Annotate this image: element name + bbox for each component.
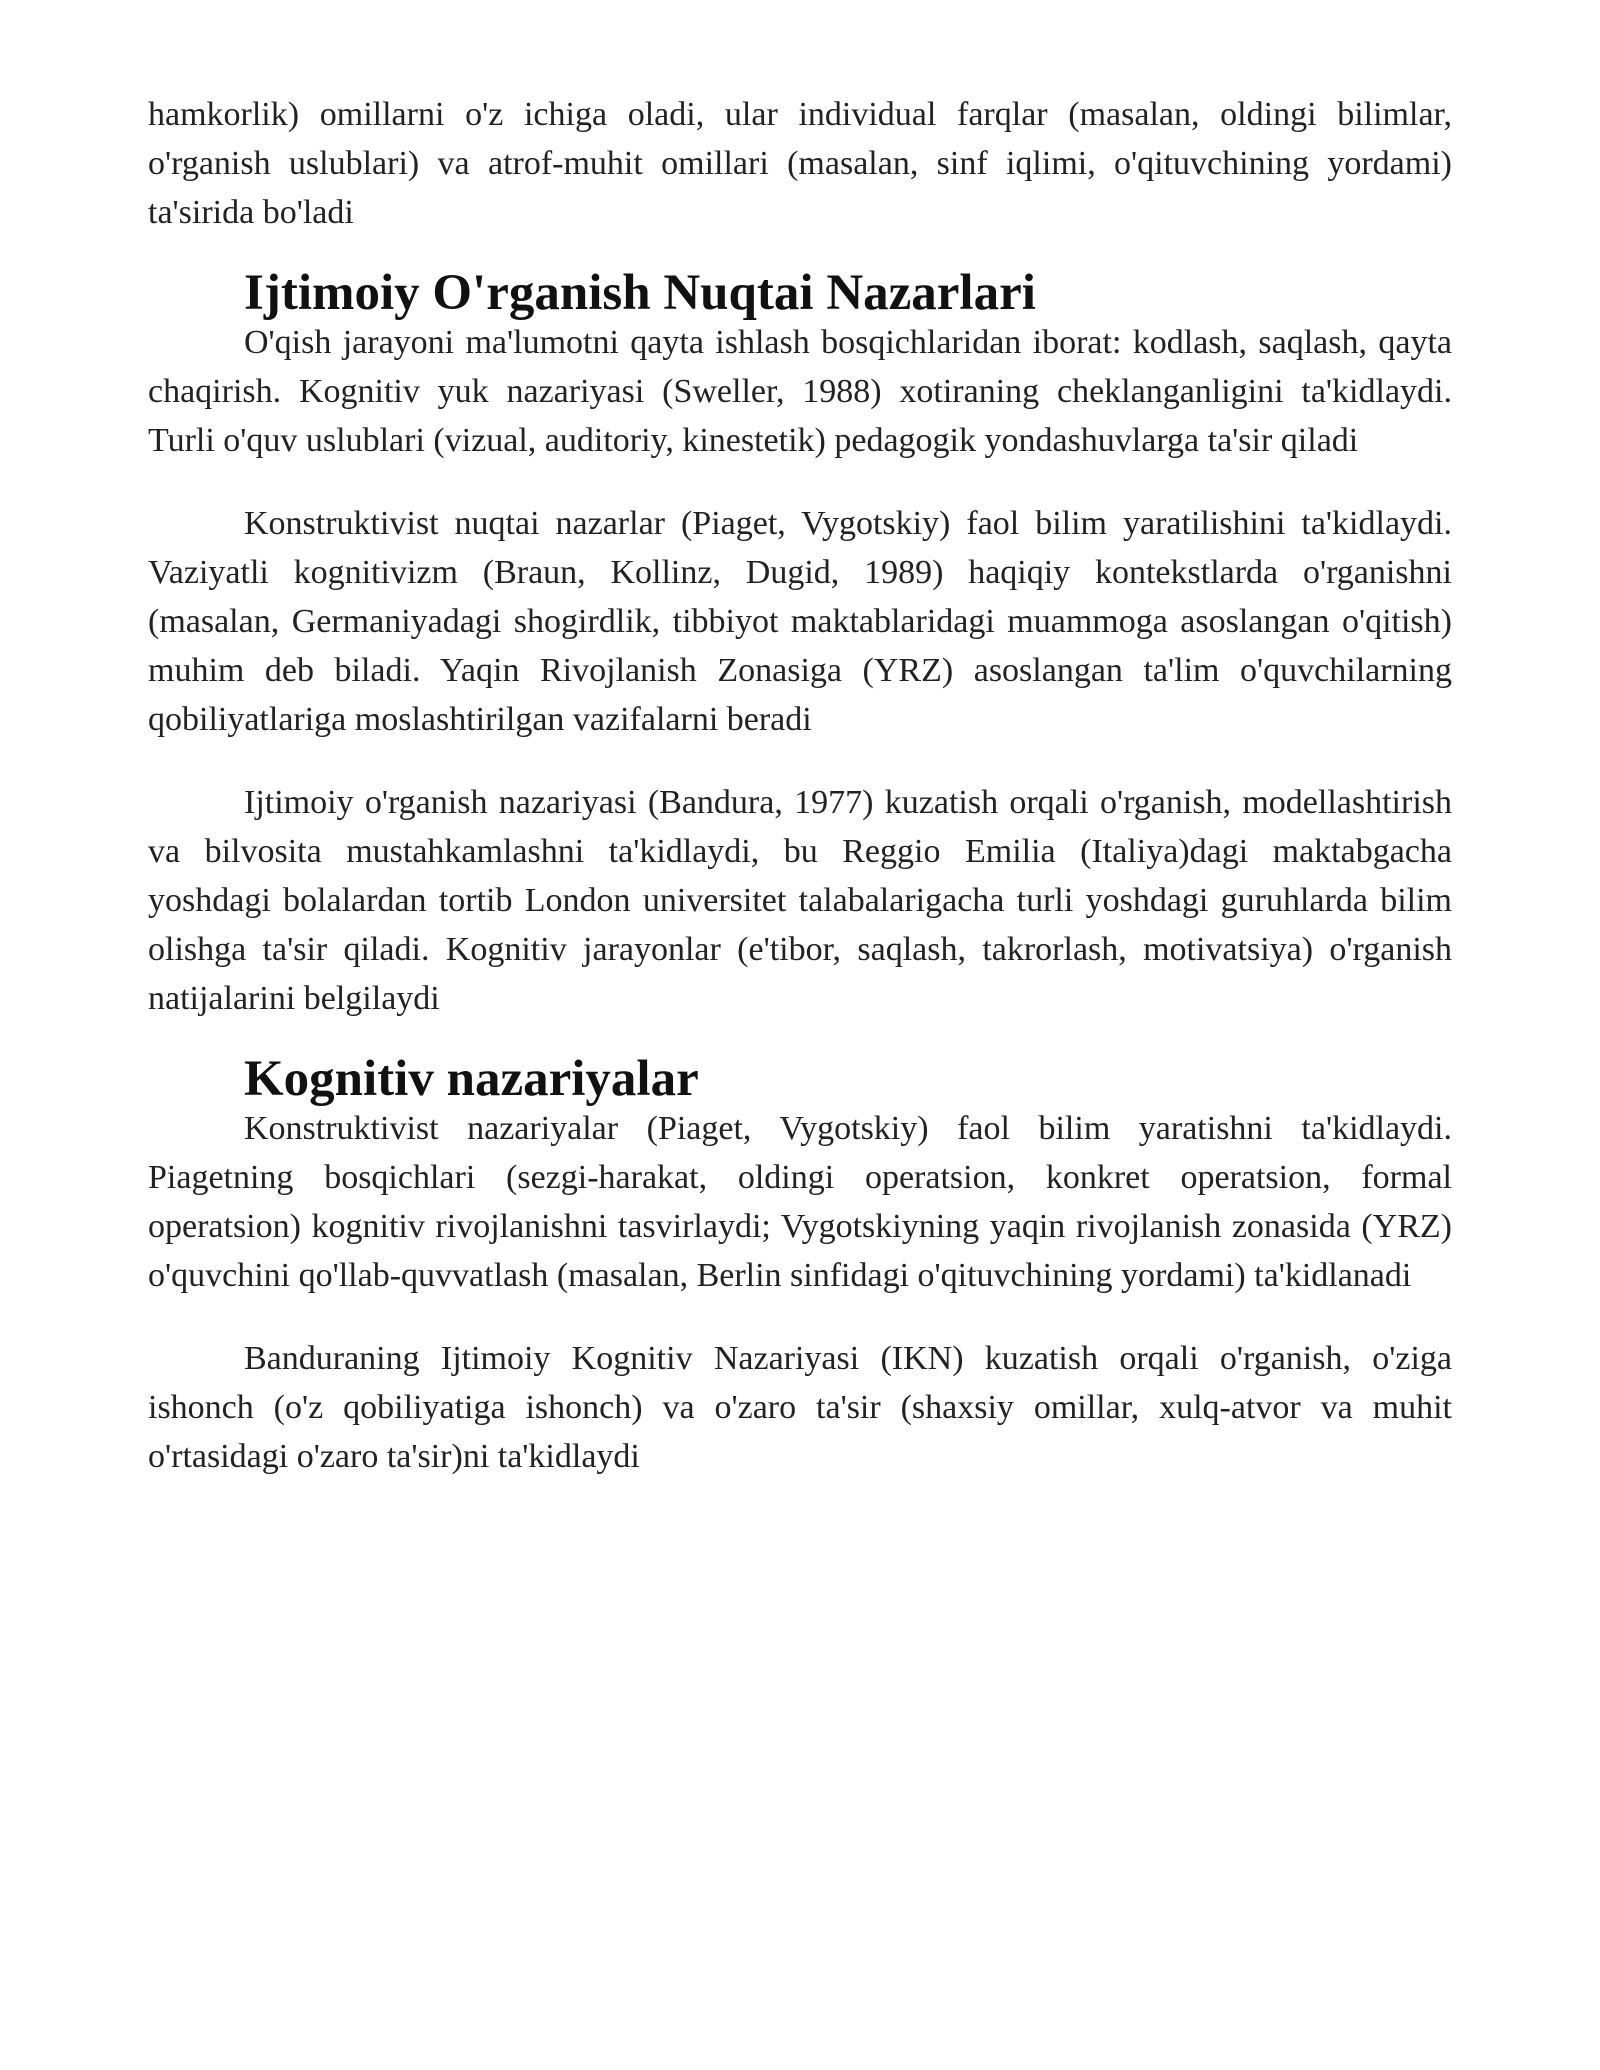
paragraph-spacer — [148, 465, 1452, 499]
body-paragraph: Konstruktivist nuqtai nazarlar (Piaget, Vygotskiy) faol bilim yaratilishini ta'kidlaydi. Vaziyatli kognitivizm (Braun, Kollinz, Dugid, 1989) haqiqiy kontekstlarda o'rganishni (masalan, Germaniyadagi shogirdlik, tibbiyot maktablaridagi muammoga asoslangan o'qitish) muhim deb biladi. Yaqin Rivojlanish Zonasiga (YRZ) asoslangan ta'lim o'quvchilarning qobiliyatlariga moslashtirilgan vazifalarni beradi — [148, 505, 1452, 738]
section-heading: Ijtimoiy O'rganish Nuqtai Nazarlari — [244, 265, 1036, 321]
section-heading: Kognitiv nazariyalar — [244, 1051, 699, 1107]
body-paragraph: Konstruktivist nazariyalar (Piaget, Vygotskiy) faol bilim yaratishni ta'kidlaydi. Piagetning bosqichlari (sezgi-harakat, oldingi operatsion, konkret operatsion, formal operatsion) kognitiv rivojlanishni tasvirlaydi; Vygotskiyning yaqin rivojlanish zonasida (YRZ) o'quvchini qo'llab-quvvatlash (masalan, Berlin sinfidagi o'qituvchining yordami) ta'kidlanadi — [148, 1110, 1452, 1294]
body-paragraph: Banduraning Ijtimoiy Kognitiv Nazariyasi (IKN) kuzatish orqali o'rganish, o'ziga ishonch (o'z qobiliyatiga ishonch) va o'zaro ta'sir (shaxsiy omillar, xulq-atvor va muhit o'rtasidagi o'zaro ta'sir)ni ta'kidlaydi — [148, 1340, 1452, 1475]
body-paragraph: Ijtimoiy o'rganish nazariyasi (Bandura, 1977) kuzatish orqali o'rganish, modellashtirish va bilvosita mustahkamlashni ta'kidlaydi, bu Reggio Emilia (Italiya)dagi maktabgacha yoshdagi bolalardan tortib London universitet talabalarigacha turli yoshdagi guruhlarda bilim olishga ta'sir qiladi. Kognitiv jarayonlar (e'tibor, saqlash, takrorlash, motivatsiya) o'rganish natijalarini belgilaydi — [148, 784, 1452, 1017]
body-paragraph: hamkorlik) omillarni o'z ichiga oladi, ular individual farqlar (masalan, oldingi bilimlar, o'rganish uslublari) va atrof-muhit omillari (masalan, sinf iqlimi, o'qituvchining yordami) ta'sirida bo'ladi — [148, 96, 1452, 231]
body-paragraph: O'qish jarayoni ma'lumotni qayta ishlash bosqichlaridan iborat: kodlash, saqlash, qayta chaqirish. Kognitiv yuk nazariyasi (Sweller, 1988) xotiraning cheklanganligini ta'kidlaydi. Turli o'quv uslublari (vizual, auditoriy, kinestetik) pedagogik yondashuvlarga ta'sir qiladi — [148, 324, 1452, 459]
paragraph-spacer — [148, 1300, 1452, 1334]
document-page — [148, 90, 1452, 1481]
paragraph-spacer — [148, 744, 1452, 778]
